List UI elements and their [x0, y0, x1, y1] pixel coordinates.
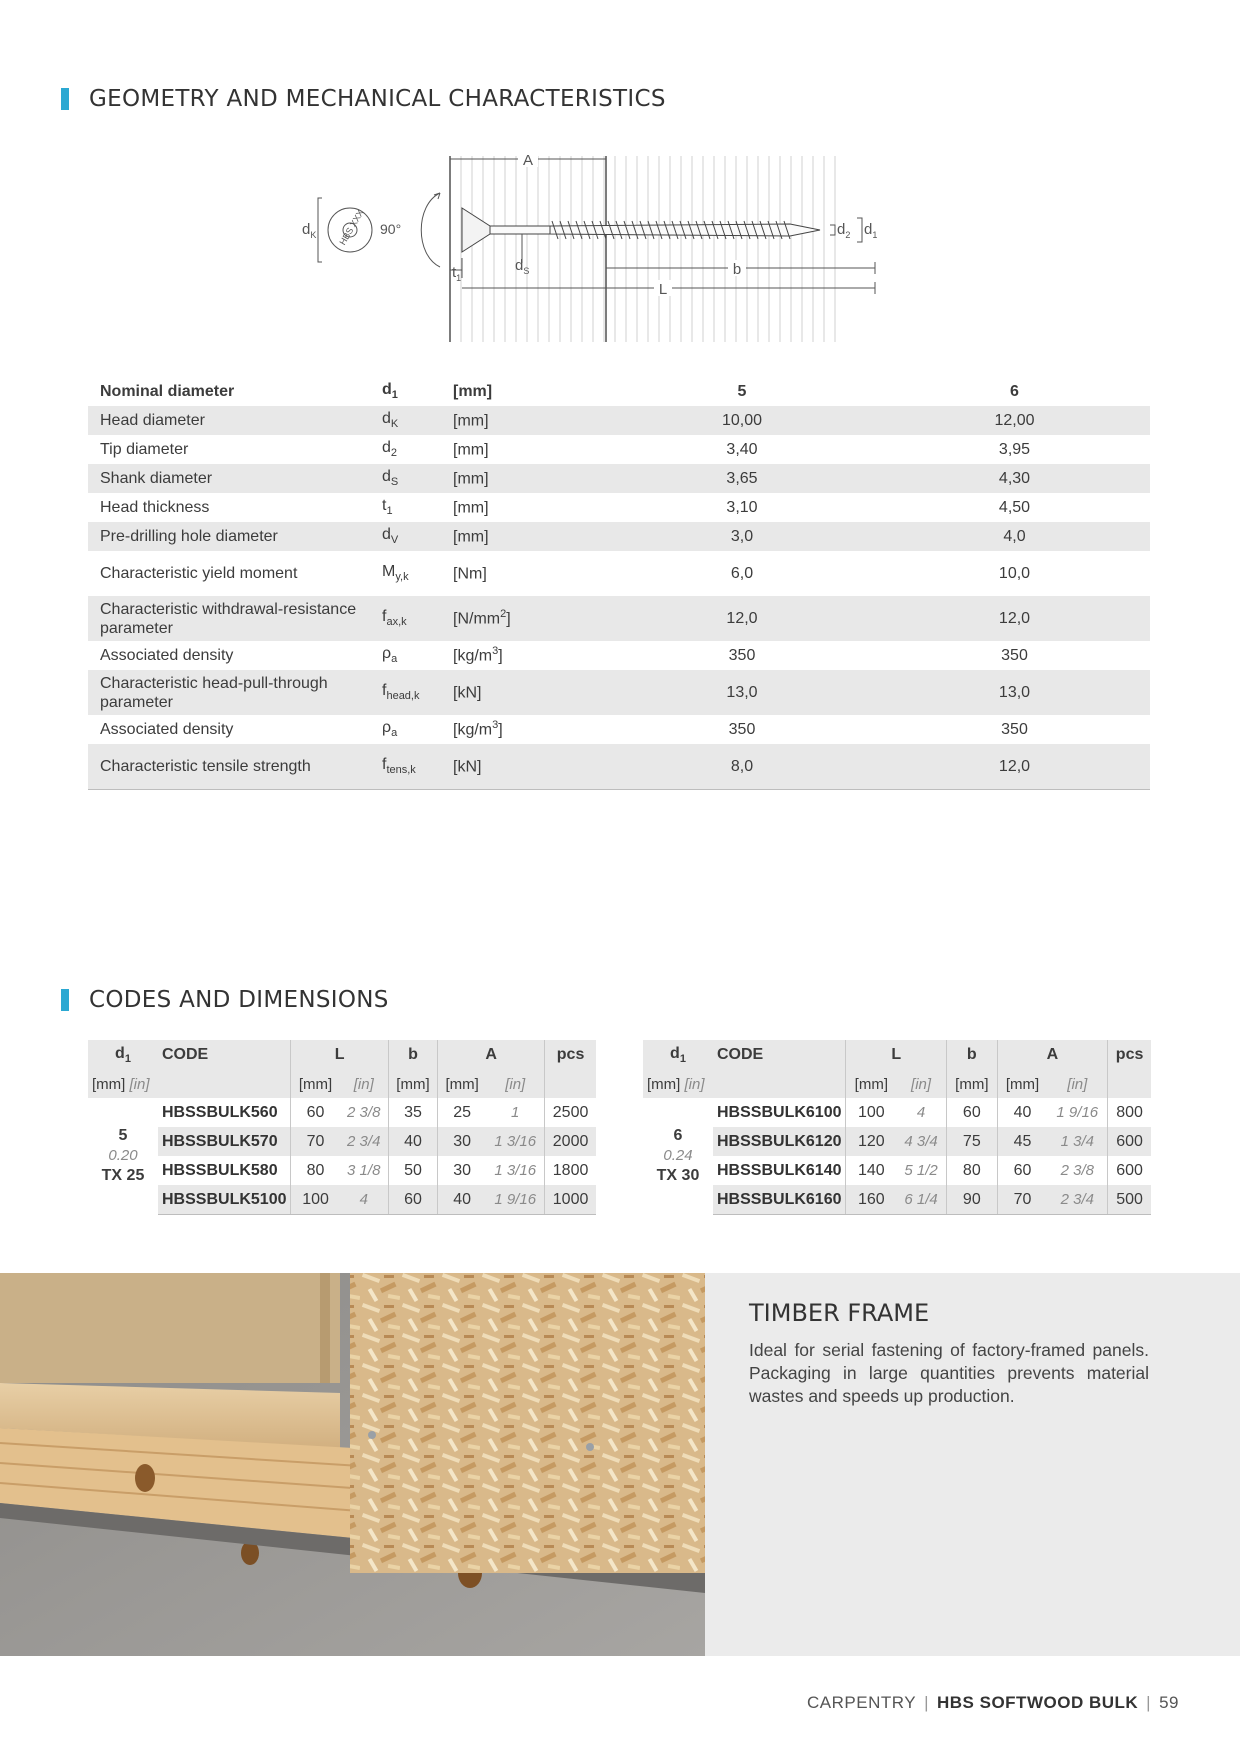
b-mm: 80 — [946, 1156, 997, 1185]
L-mm: 140 — [846, 1156, 896, 1185]
property-unit: [Nm] — [453, 565, 487, 583]
property-unit: $[kg/m^3]$ — [453, 645, 503, 665]
A-mm: 30 — [438, 1127, 487, 1156]
col-L: L — [291, 1040, 388, 1070]
table-row — [88, 596, 1150, 641]
codes-units-row — [88, 1070, 596, 1098]
property-name: Tip diameter — [100, 441, 189, 458]
property-symbol: $d_K$ — [370, 406, 441, 435]
diagram-label-A: A — [522, 152, 534, 169]
value-6: 350 — [1001, 720, 1028, 738]
table-row — [88, 493, 1150, 522]
A-mm: 25 — [438, 1098, 487, 1127]
b-mm: 60 — [946, 1098, 997, 1127]
table-row — [643, 1098, 1151, 1127]
section-accent-bar — [61, 88, 69, 110]
L-in: 3 1/8 — [347, 1162, 381, 1179]
pcs: 2000 — [545, 1127, 596, 1156]
diagram-label-b: b — [732, 261, 742, 278]
A-mm: 40 — [438, 1185, 487, 1215]
product-code: HBSSBULK580 — [162, 1161, 278, 1179]
property-name: Characteristic tensile strength — [88, 744, 370, 790]
property-symbol: $f_{ax,k}$ — [370, 596, 441, 641]
property-unit: [mm] — [441, 406, 605, 435]
units-A-mm: [mm] — [438, 1070, 487, 1098]
b-mm: 75 — [946, 1127, 997, 1156]
table-row — [88, 641, 1150, 670]
L-mm: 70 — [291, 1127, 340, 1156]
L-in: 4 — [916, 1104, 926, 1121]
diagram-label-d2-sub: 2 — [845, 230, 851, 240]
L-in: 4 — [340, 1185, 389, 1215]
svg-text:t1 — [452, 264, 461, 283]
L-in: 2 3/4 — [340, 1127, 389, 1156]
value-5: 350 — [728, 720, 756, 738]
A-in: 2 3/4 — [1047, 1185, 1107, 1215]
A-in: 2 3/8 — [1060, 1162, 1094, 1179]
property-symbol: $t_1$ — [382, 497, 393, 518]
diagram-label-t1: t — [452, 264, 457, 281]
table-row — [643, 1156, 1151, 1185]
value-6: 3,95 — [998, 440, 1031, 458]
property-name: Head diameter — [88, 406, 370, 435]
footer-section: CARPENTRY — [807, 1693, 917, 1712]
value-5: 6,0 — [730, 564, 754, 582]
timber-frame-photo — [0, 1273, 705, 1656]
A-in: 1 3/16 — [494, 1162, 537, 1179]
header-value-5: 5 — [737, 382, 747, 400]
b-mm: 35 — [388, 1098, 437, 1127]
property-name: Head thickness — [100, 499, 210, 516]
codes-header-row — [88, 1040, 596, 1070]
pcs: 800 — [1108, 1098, 1151, 1127]
value-5: 8,0 — [605, 744, 879, 790]
pcs: 500 — [1108, 1185, 1151, 1215]
diagram-label-dk: d — [302, 221, 311, 238]
units-d1: [mm] [in] — [88, 1070, 291, 1098]
value-5: 3,65 — [605, 464, 879, 493]
value-5: 13,0 — [605, 670, 879, 715]
col-b: b — [388, 1040, 437, 1070]
table-row — [88, 406, 1150, 435]
A-mm: 30 — [438, 1156, 487, 1185]
A-in: 1 3/16 — [486, 1127, 544, 1156]
pcs: 600 — [1108, 1127, 1151, 1156]
product-code: HBSSBULK560 — [162, 1103, 278, 1121]
value-6: 4,30 — [879, 464, 1150, 493]
codes-units-row — [643, 1070, 1151, 1098]
property-name: Pre-drilling hole diameter — [88, 522, 370, 551]
property-unit: $[kg/m^3]$ — [453, 719, 503, 739]
A-in: 1 — [511, 1104, 520, 1121]
col-d1: $d_1$ — [88, 1040, 158, 1070]
value-6: 350 — [1001, 646, 1028, 664]
col-A: A — [997, 1040, 1107, 1070]
col-code: CODE — [713, 1040, 846, 1070]
property-name: Characteristic withdrawal-resistance parameter — [88, 596, 370, 641]
value-6: 12,0 — [879, 744, 1150, 790]
table-row — [88, 670, 1150, 715]
diagram-label-dk-sub: K — [310, 230, 317, 240]
diagram-label-ds: d — [515, 257, 524, 274]
property-symbol: $d_S$ — [370, 464, 441, 493]
units-L-mm: [mm] — [291, 1070, 340, 1098]
table-row — [643, 1185, 1151, 1215]
page-number: 59 — [1159, 1693, 1179, 1712]
property-unit: [mm] — [453, 441, 489, 459]
section-heading-codes — [61, 987, 389, 1013]
property-name: Characteristic yield moment — [100, 565, 298, 582]
table-row — [88, 551, 1150, 596]
col-code: CODE — [158, 1040, 291, 1070]
L-mm: 100 — [291, 1185, 340, 1215]
units-pcs — [545, 1070, 596, 1098]
pcs: 2500 — [545, 1098, 596, 1127]
value-5: 3,0 — [605, 522, 879, 551]
diagram-label-d1: d — [864, 221, 873, 238]
diagram-label-ds-sub: S — [523, 266, 530, 276]
property-unit: [mm] — [453, 499, 489, 517]
property-unit: [mm] — [441, 522, 605, 551]
diagram-label-L: L — [658, 281, 668, 298]
info-description: Ideal for serial fastening of factory-framed panels. Packaging in large quantities prevents material wastes and speeds up production. — [749, 1340, 1149, 1406]
L-mm: 100 — [846, 1098, 896, 1127]
A-mm: 45 — [997, 1127, 1047, 1156]
header-value-6: 6 — [1010, 382, 1019, 400]
units-A-in: [in] — [486, 1070, 544, 1098]
table-header-row — [88, 377, 1150, 406]
mechanical-characteristics-table — [88, 377, 1150, 790]
units-b-mm: [mm] — [388, 1070, 437, 1098]
property-symbol: $d_V$ — [370, 522, 441, 551]
product-code: HBSSBULK570 — [158, 1127, 291, 1156]
codes-table-d6 — [643, 1040, 1151, 1215]
info-title: TIMBER FRAME — [749, 1299, 930, 1327]
col-L: L — [846, 1040, 946, 1070]
diagram-label-angle: 90° — [380, 221, 402, 237]
L-mm: 60 — [291, 1098, 340, 1127]
head-marking: HBS XXX — [337, 208, 366, 247]
header-symbol: $d_1$ — [382, 381, 398, 402]
header-property: Nominal diameter — [100, 383, 235, 400]
footer-product: HBS SOFTWOOD BULK — [937, 1693, 1139, 1712]
units-L-in: [in] — [896, 1070, 946, 1098]
table-row — [88, 1098, 596, 1127]
property-symbol: $f_{head,k}$ — [370, 670, 441, 715]
pcs: 600 — [1108, 1156, 1151, 1185]
screw-geometry-diagram — [290, 150, 950, 350]
section-title: GEOMETRY AND MECHANICAL CHARACTERISTICS — [89, 86, 666, 112]
property-name: Shank diameter — [88, 464, 370, 493]
property-symbol: $d_2$ — [382, 439, 398, 460]
col-pcs: pcs — [1108, 1040, 1151, 1070]
col-b: b — [946, 1040, 997, 1070]
section-accent-bar — [61, 989, 69, 1011]
product-code: HBSSBULK6160 — [713, 1185, 846, 1215]
property-symbol: $\rho_a$ — [382, 719, 398, 740]
table-row — [643, 1127, 1151, 1156]
A-in: 1 3/4 — [1047, 1127, 1107, 1156]
property-name: Associated density — [100, 721, 234, 738]
units-L-mm: [mm] — [846, 1070, 896, 1098]
property-unit: [kN] — [441, 670, 605, 715]
property-symbol: $f_{tens,k}$ — [370, 744, 441, 790]
table-row — [88, 464, 1150, 493]
codes-table-d5 — [88, 1040, 596, 1215]
property-symbol: $\rho_a$ — [382, 645, 398, 666]
diagram-label-d1-sub: 1 — [872, 230, 878, 240]
value-6: 4,50 — [998, 498, 1031, 516]
table-row — [88, 1127, 596, 1156]
section-heading-geometry — [61, 86, 666, 112]
A-in: 1 9/16 — [1056, 1104, 1099, 1121]
product-code: HBSSBULK5100 — [158, 1185, 291, 1215]
units-A-mm: [mm] — [997, 1070, 1047, 1098]
units-b-mm: [mm] — [946, 1070, 997, 1098]
diameter-cell: 5 0.20 TX 25 — [101, 1127, 145, 1185]
table-row — [88, 744, 1150, 790]
L-mm: 120 — [846, 1127, 896, 1156]
value-6: 4,0 — [879, 522, 1150, 551]
diagram-label-t1-sub: 1 — [456, 273, 462, 283]
col-pcs: pcs — [545, 1040, 596, 1070]
value-5: 10,00 — [605, 406, 879, 435]
application-info-box — [705, 1273, 1240, 1656]
property-unit: $[N/mm^2]$ — [441, 596, 605, 641]
property-symbol: $M_{y,k}$ — [382, 563, 409, 584]
page-footer: CARPENTRY | HBS SOFTWOOD BULK | 59 — [807, 1693, 1179, 1712]
value-5: 12,0 — [605, 596, 879, 641]
product-code: HBSSBULK6120 — [713, 1127, 846, 1156]
L-mm: 160 — [846, 1185, 896, 1215]
header-unit: [mm] — [453, 382, 493, 400]
units-A-in: [in] — [1047, 1070, 1107, 1098]
A-mm: 70 — [997, 1185, 1047, 1215]
property-unit: [mm] — [441, 464, 605, 493]
units-L-in: [in] — [340, 1070, 389, 1098]
table-row — [88, 1156, 596, 1185]
table-row — [88, 435, 1150, 464]
L-in: 6 1/4 — [896, 1185, 946, 1215]
property-name: Characteristic head-pull-through parameter — [88, 670, 370, 715]
units-pcs — [1108, 1070, 1151, 1098]
table-row — [88, 1185, 596, 1215]
col-d1: $d_1$ — [643, 1040, 713, 1070]
L-in: 2 3/8 — [347, 1104, 381, 1121]
product-code: HBSSBULK6140 — [717, 1161, 842, 1179]
table-row — [88, 715, 1150, 744]
pcs: 1800 — [545, 1156, 596, 1185]
A-in: 1 9/16 — [486, 1185, 544, 1215]
table-row — [88, 522, 1150, 551]
value-6: 12,00 — [879, 406, 1150, 435]
b-mm: 60 — [388, 1185, 437, 1215]
b-mm: 90 — [946, 1185, 997, 1215]
value-6: 13,0 — [879, 670, 1150, 715]
svg-text:dK — [302, 221, 316, 240]
value-5: 3,10 — [726, 498, 758, 516]
col-A: A — [438, 1040, 545, 1070]
b-mm: 50 — [388, 1156, 437, 1185]
units-d1: [mm] [in] — [643, 1070, 846, 1098]
b-mm: 40 — [388, 1127, 437, 1156]
L-mm: 80 — [291, 1156, 340, 1185]
property-unit: [kN] — [441, 744, 605, 790]
section-title: CODES AND DIMENSIONS — [89, 987, 389, 1013]
value-5: 350 — [728, 646, 756, 664]
svg-text:d1 — [864, 221, 877, 240]
wood-grain-lines — [450, 156, 835, 342]
value-5: 3,40 — [726, 440, 758, 458]
codes-header-row — [643, 1040, 1151, 1070]
product-code: HBSSBULK6100 — [717, 1103, 842, 1121]
value-6: 12,0 — [879, 596, 1150, 641]
diameter-cell: 6 0.24 TX 30 — [656, 1127, 700, 1185]
A-mm: 60 — [997, 1156, 1047, 1185]
svg-text:d2 — [837, 221, 850, 240]
property-name: Associated density — [100, 647, 234, 664]
value-6: 10,0 — [998, 564, 1031, 582]
L-in: 4 3/4 — [896, 1127, 946, 1156]
L-in: 5 1/2 — [904, 1162, 938, 1179]
diagram-label-d2: d — [837, 221, 846, 238]
pcs: 1000 — [545, 1185, 596, 1215]
A-mm: 40 — [997, 1098, 1047, 1127]
